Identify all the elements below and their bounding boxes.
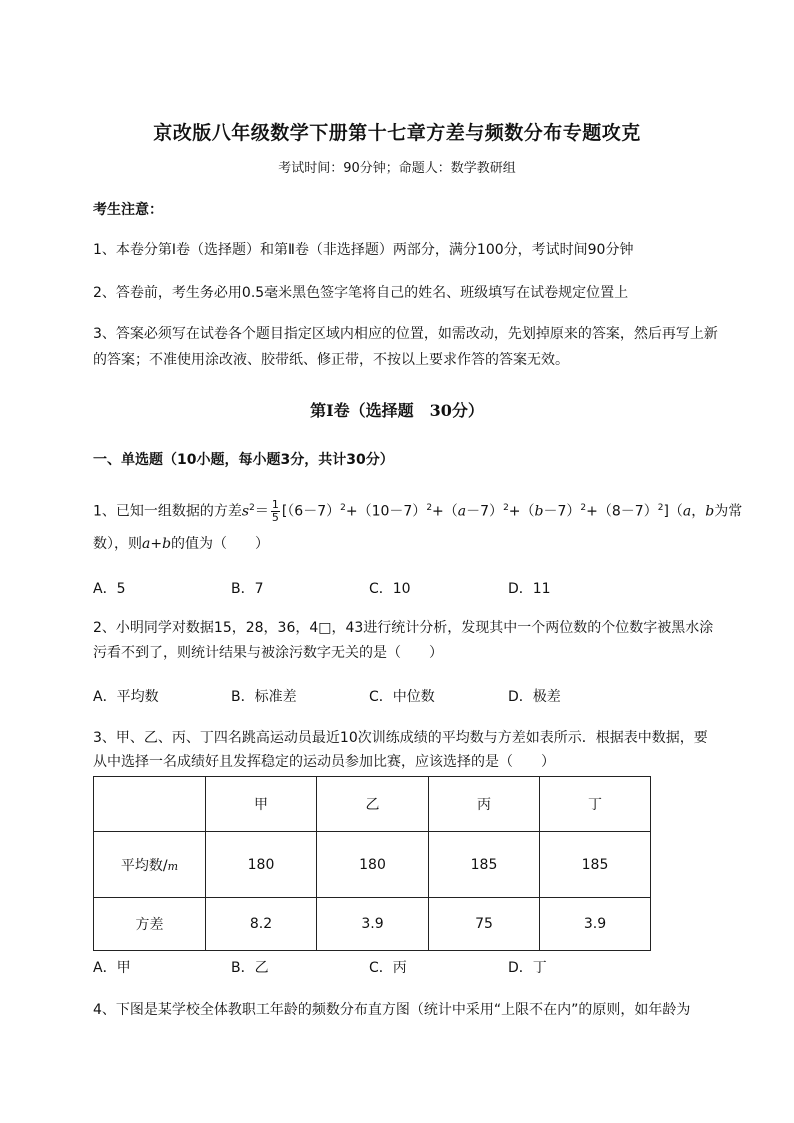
q1-frac-den: 5 [271,511,279,525]
q3-option-c[interactable]: C．丙 [369,960,407,976]
q1-var-s: s [241,503,250,520]
q1-var-a: a [682,503,692,520]
q1-sup: 2 [503,503,509,513]
question-4-line-1: 4、下图是某学校全体教职工年龄的频数分布直方图（统计中采用“上限不在内”的原则，如年龄为 [93,1002,691,1018]
q1-term: +（10－7） [345,503,427,520]
row-label-text: 平均数/ [120,857,168,874]
q1-sup: 2 [580,503,587,513]
part-heading: 一、单选题（10小题，每小题3分，共计30分） [93,452,394,468]
q1-term: [（6－7） [281,503,341,520]
q2-option-a[interactable]: A．平均数 [93,689,159,705]
table-cell: 75 [429,898,540,951]
question-2-line-1: 2、小明同学对数据15，28，36，4□，43进行统计分析，发现其中一个两位数的个位数字被黑水涂 [93,620,714,636]
q1-term: 为常 [714,503,743,520]
q1-text: 数），则 [93,536,142,552]
table-cell: 8.2 [206,898,317,951]
notice-item-3-cont: 的答案；不准使用涂改液、胶带纸、修正带，不按以上要求作答的答案无效。 [93,352,569,368]
exam-subtitle: 考试时间：90分钟；命题人：数学教研组 [278,161,516,176]
table-header-row [94,777,651,832]
table-header-cell: 甲 [206,777,317,832]
table-header-cell: 丙 [429,777,540,832]
q1-term: +（ [508,503,535,520]
table-header-cell: 乙 [317,777,429,832]
q3-option-d[interactable]: D．丁 [508,960,547,976]
q1-frac-num: 1 [271,498,279,512]
q1-text: 1、已知一组数据的方差 [93,503,242,520]
table-header-cell: 丁 [540,777,651,832]
notice-item-3: 3、答案必须写在试卷各个题目指定区域内相应的位置，如需改动，先划掉原来的答案，然后再写上新 [93,326,718,342]
q1-var-b: b [534,503,544,520]
q1-option-c[interactable]: C．10 [369,581,411,597]
table-row-label: 方差 [94,898,206,951]
q1-sup: 2 [657,503,664,513]
q2-option-d[interactable]: D．极差 [508,689,561,705]
table-cell: 185 [429,832,540,898]
notice-item-2: 2、答卷前，考生务必用0.5毫米黑色签字笔将自己的姓名、班级填写在试卷规定位置上 [93,285,629,301]
q1-option-d[interactable]: D．11 [508,581,551,597]
table-row [94,898,651,951]
page-title: 京改版八年级数学下册第十七章方差与频数分布专题攻克 [153,122,641,144]
question-1-line-1 [93,498,753,524]
q3-option-b[interactable]: B．乙 [231,960,269,976]
notice-heading: 考生注意： [93,202,163,218]
q1-term: －7） [466,503,504,520]
notice-item-1: 1、本卷分第Ⅰ卷（选择题）和第Ⅱ卷（非选择题）两部分，满分100分，考试时间90分钟 [93,242,634,258]
q2-option-c[interactable]: C．中位数 [369,689,435,705]
q1-var-b: b [705,503,715,520]
q1-sup: 2 [249,503,255,513]
q1-term: －7） [543,503,581,520]
table-cell: 3.9 [540,898,651,951]
question-3-line-1: 3、甲、乙、丙、丁四名跳高运动员最近10次训练成绩的平均数与方差如表所示．根据表中数据，要 [93,730,708,746]
table-row [94,832,651,898]
row-label-unit: m [167,859,179,873]
question-1-line-2 [93,534,753,554]
q1-term: +（8－7） [586,503,658,520]
table-row-label [94,832,206,898]
q1-eq: ＝ [254,503,269,520]
q1-text: 的值为（ ） [171,536,270,552]
q2-option-b[interactable]: B．标准差 [231,689,297,705]
question-3-line-2: 从中选择一名成绩好且发挥稳定的运动员参加比赛，应该选择的是（ ） [93,754,555,770]
q1-term: ， [691,503,706,520]
q1-var-ab: a+b [142,536,172,552]
question-2-line-2: 污看不到了，则统计结果与被涂污数字无关的是（ ） [93,645,443,661]
score-table [93,776,651,951]
q3-option-a[interactable]: A．甲 [93,960,131,976]
section-title: 第Ⅰ卷（选择题 30分） [310,401,484,420]
q1-term: +（ [432,503,458,520]
table-cell: 3.9 [317,898,429,951]
q1-option-a[interactable]: A．5 [93,581,126,597]
table-cell: 185 [540,832,651,898]
q1-fraction [271,499,280,524]
q1-sup: 2 [340,503,346,513]
q1-term: ]（ [663,503,683,520]
table-cell [94,777,206,832]
q1-sup: 2 [426,503,433,513]
q1-var-a: a [457,503,467,520]
q1-option-b[interactable]: B．7 [231,581,264,597]
table-cell: 180 [206,832,317,898]
table-cell: 180 [317,832,429,898]
